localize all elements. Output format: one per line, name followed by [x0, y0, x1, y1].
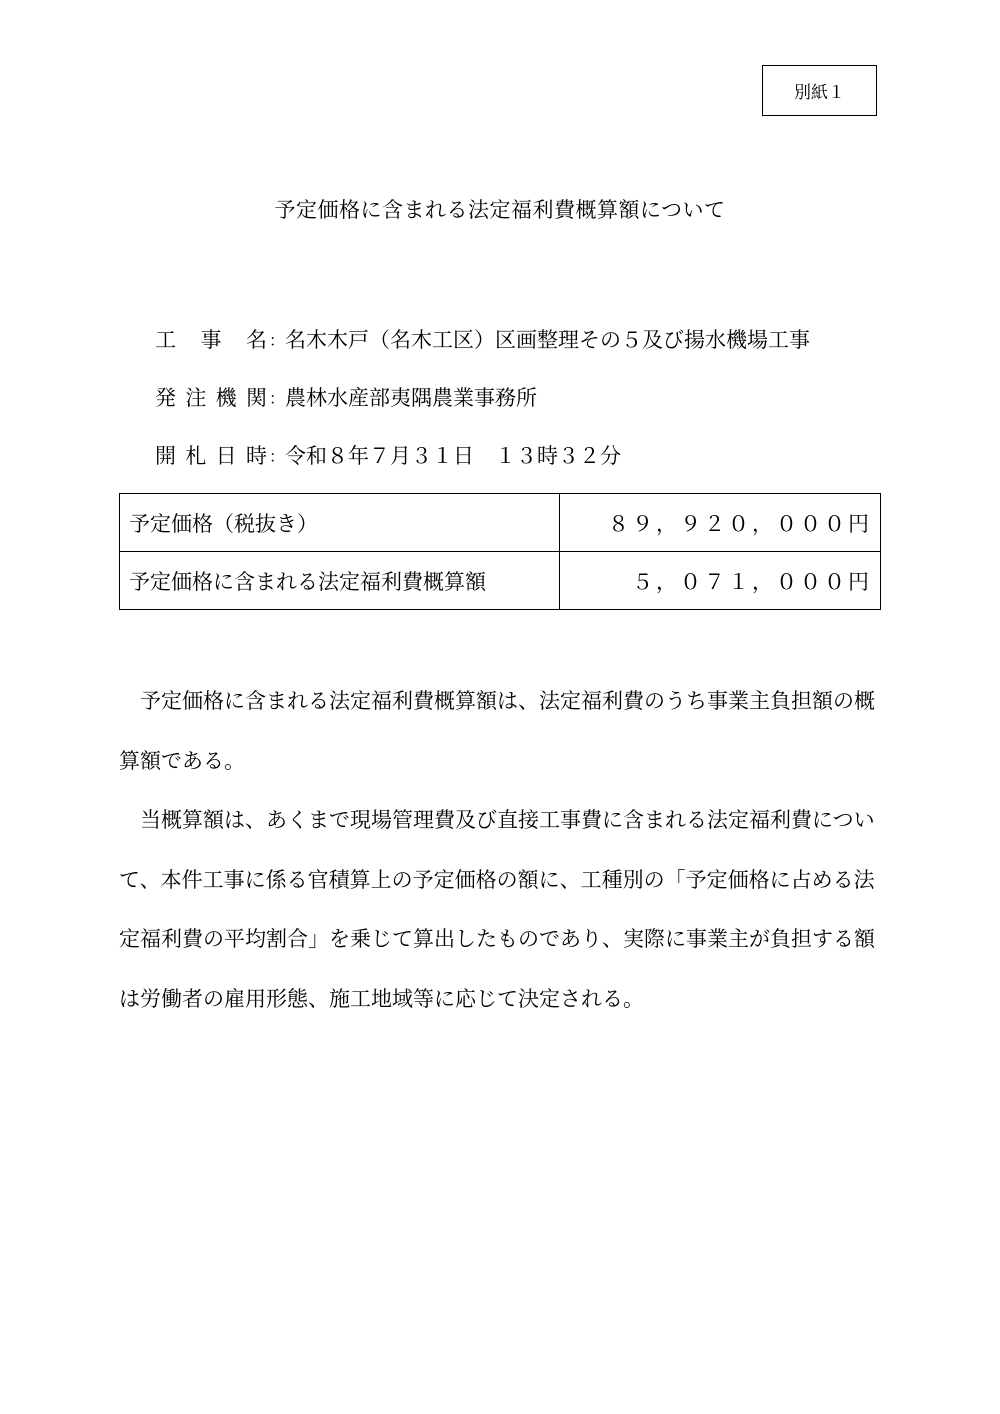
table-cell-amount: ５，０７１，０００円	[560, 552, 881, 610]
price-table	[119, 493, 881, 610]
info-row-bid-opening	[155, 426, 810, 484]
info-value: 農林水産部夷隅農業事務所	[285, 386, 537, 410]
table-cell-label: 予定価格に含まれる法定福利費概算額	[120, 552, 560, 610]
info-separator: ：	[269, 330, 286, 350]
info-label: 開札日時	[155, 444, 267, 468]
info-label: 発注機関	[155, 386, 267, 410]
table-row	[120, 552, 881, 610]
body-paragraph: 当概算額は、あくまで現場管理費及び直接工事費に含まれる法定福利費について、本件工事に係る官積算上の予定価格の額に、工種別の「予定価格に占める法定福利費の平均割合」を乗じて算出したものであり、実際に事業主が負担する額は労働者の雇用形態、施工地域等に応じて決定される。	[119, 808, 875, 1011]
body-text	[119, 672, 885, 1029]
table-cell-label: 予定価格（税抜き）	[120, 494, 560, 552]
project-info	[155, 310, 810, 484]
info-label: 工事名	[155, 328, 267, 352]
info-value: 名木木戸（名木工区）区画整理その５及び揚水機場工事	[285, 328, 810, 352]
info-separator: ：	[269, 446, 286, 466]
info-row-ordering-agency	[155, 368, 810, 426]
attachment-label: 別紙１	[762, 65, 877, 116]
table-row	[120, 494, 881, 552]
body-paragraph: 予定価格に含まれる法定福利費概算額は、法定福利費のうち事業主負担額の概算額である。	[119, 689, 875, 773]
document-title: 予定価格に含まれる法定福利費概算額について	[274, 198, 726, 222]
table-cell-amount: ８９，９２０，０００円	[560, 494, 881, 552]
info-separator: ：	[269, 388, 286, 408]
info-row-project-name	[155, 310, 810, 368]
info-value: 令和８年７月３１日 １３時３２分	[285, 444, 621, 468]
